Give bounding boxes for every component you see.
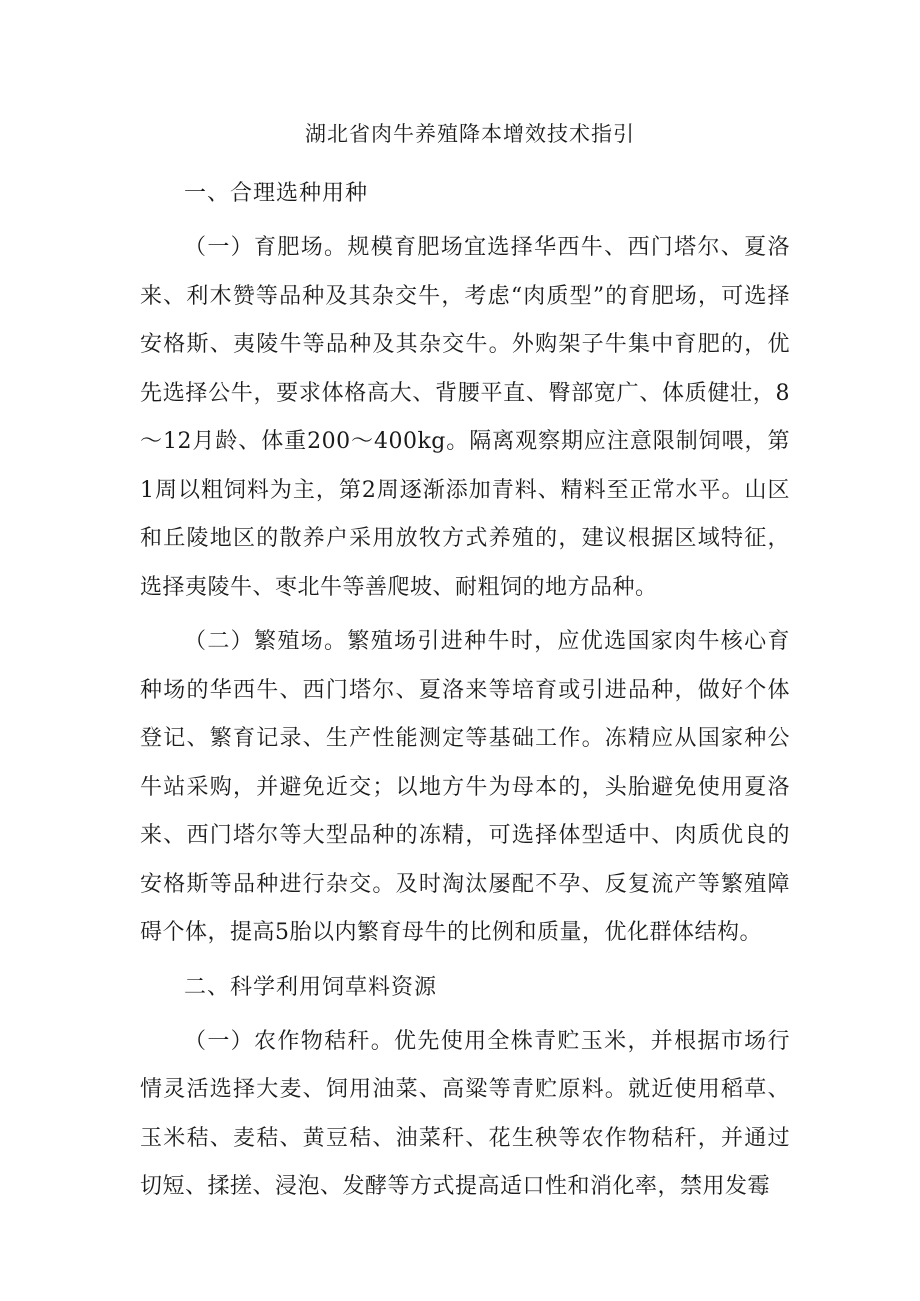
paragraph-breeding-farm: （二）繁殖场。繁殖场引进种牛时，应优选国家肉牛核心育种场的华西牛、西门塔尔、夏洛来等培育或引进品种，做好个体登记、繁育记录、生产性能测定等基础工作。冻精应从国家种公牛站采购，并避免近交；以地方牛为母本的，头胎避免使用夏洛来、西门塔尔等大型品种的冻精，可选择体型适中、肉质优良的安格斯等品种进行杂交。及时淘汰屡配不孕、反复流产等繁殖障碍个体，提高5胎以内繁育母牛的比例和质量，优化群体结构。 xyxy=(140,629,790,945)
paragraph-crop-straw: （一）农作物秸秆。优先使用全株青贮玉米，并根据市场行情灵活选择大麦、饲用油菜、高粱等青贮原料。就近使用稻草、玉米秸、麦秸、黄豆秸、油菜秆、花生秧等农作物秸秆，并通过切短、揉搓、浸泡、发酵等方式提高适口性和消化率，禁用发霉 xyxy=(140,1028,790,1199)
section-heading-breed-selection: 一、合理选种用种 xyxy=(184,181,369,206)
section-heading-forage-resources: 二、科学利用饲草料资源 xyxy=(184,974,438,1000)
paragraph-fattening-farm: （一）育肥场。规模育肥场宜选择华西牛、西门塔尔、夏洛来、利木赞等品种及其杂交牛，考虑“肉质型”的育肥场，可选择安格斯、夷陵牛等品种及其杂交牛。外购架子牛集中育肥的，优先选择公牛，要求体格高大、背腰平直、臀部宽广、体质健壮，8～12月龄、体重200～400kg。隔离观察期应注意限制饲喂，第1周以粗饲料为主，第2周逐渐添加青料、精料至正常水平。山区和丘陵地区的散养户采用放牧方式养殖的，建议根据区域特征，选择夷陵牛、枣北牛等善爬坡、耐粗饲的地方品种。 xyxy=(140,235,790,600)
document-title: 湖北省肉牛养殖降本增效技术指引 xyxy=(305,122,635,146)
